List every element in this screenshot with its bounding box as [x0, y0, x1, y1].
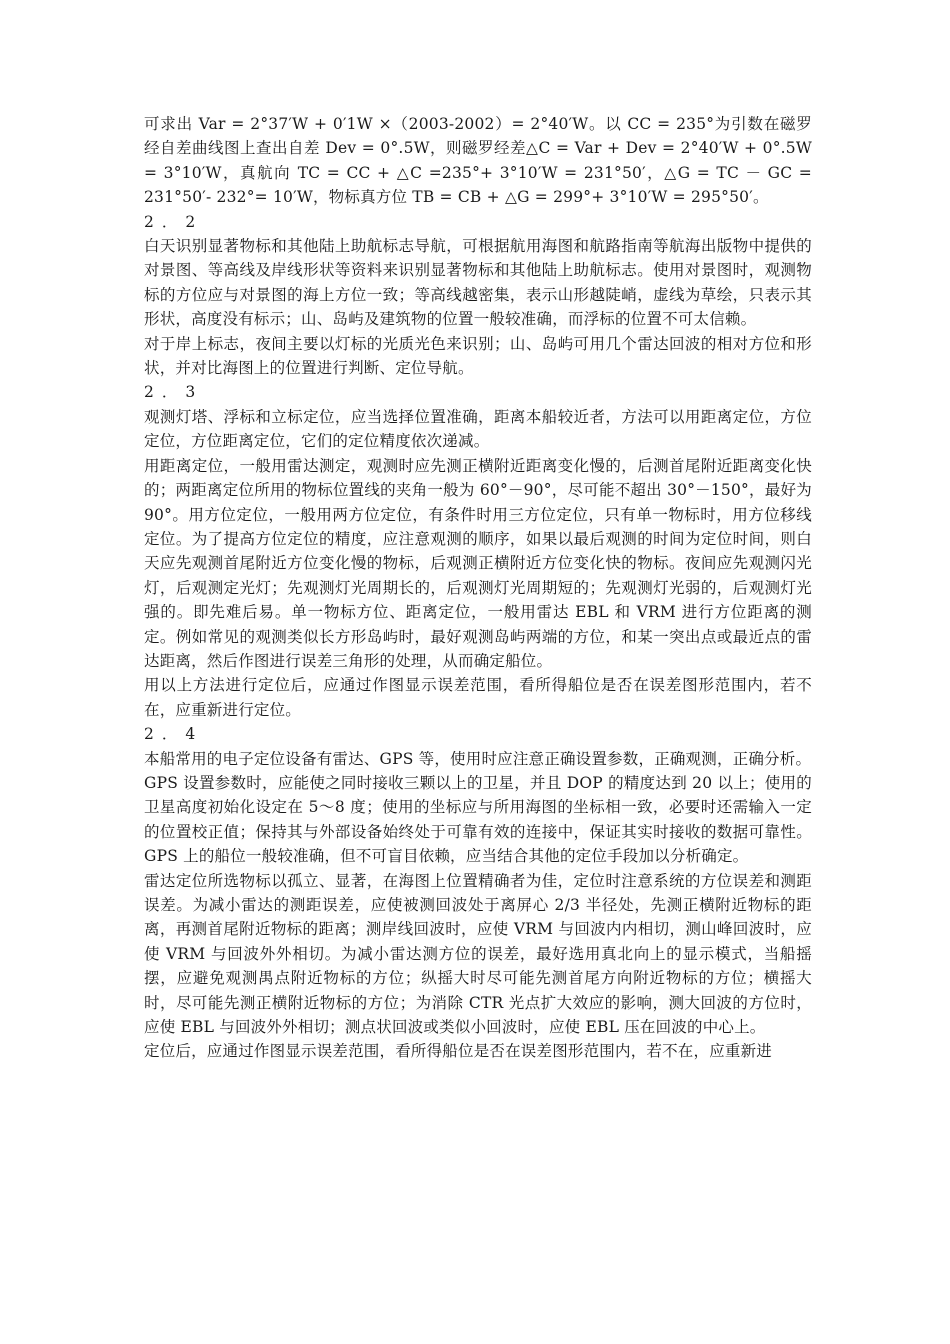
paragraph-electronic-equipment: 本船常用的电子定位设备有雷达、GPS 等，使用时应注意正确设置参数，正确观测，正确分析。: [144, 749, 812, 768]
paragraph-radar-fix: 雷达定位所选物标以孤立、显著，在海图上位置精确者为佳，定位时注意系统的方位误差和测距误差。为减小雷达的测距误差，应使被测回波处于离屏心 2/3 半径处，先测正横附近物标的距离，再测首尾附近物标的距离；测岸线回波时，应使 VRM 与回波内内相切，测山峰回波时，应使 VRM 与回波外外相切。为减小雷达测方位的误差，最好选用真北向上的显示模式，当船摇摆，应避免观测禺点附近物标的方位；纵摇大时尽可能先测首尾方向附近物标的方位；横摇大时，尽可能先测正横附近物标的方位；为消除 CTR 光点扩大效应的影响，测大回波的方位时，应使 EBL 与回波外外相切；测点状回波或类似小回波时，应使 EBL 压在回波的中心上。: [144, 871, 812, 1037]
paragraph-error-check: 用以上方法进行定位后，应通过作图显示误差范围，看所得船位是否在误差图形范围内，若不在，应重新进行定位。: [144, 676, 812, 719]
paragraph-final-check: 定位后，应通过作图显示误差范围，看所得船位是否在误差图形范围内，若不在，应重新进: [144, 1042, 773, 1061]
paragraph-fix-methods: 观测灯塔、浮标和立标定位，应当选择位置准确，距离本船较近者，方法可以用距离定位，方位定位，方位距离定位，它们的定位精度依次递减。: [144, 407, 812, 451]
document-body: [144, 112, 812, 1064]
paragraph-distance-bearing-fix: 用距离定位，一般用雷达测定，观测时应先测正横附近距离变化慢的，后测首尾附近距离变化快的；两距离定位所用的物标位置线的夹角一般为 60°－90°，尽可能不超出 30°－150°，最好为 90°。用方位定位，一般用两方位定位，有条件时用三方位定位，只有单一物标时，用方位移线定位。为了提高方位定位的精度，应注意观测的顺序，如果以最后观测的时间为定位时间，则白天应先观测首尾附近方位变化慢的物标，后观测正横附近方位变化快的物标。夜间应先观测闪光灯，后观测定光灯；先观测灯光周期长的，后观测灯光周期短的；先观测灯光弱的，后观测灯光强的。即先难后易。单一物标方位、距离定位，一般用雷达 EBL 和 VRM 进行方位距离的测定。例如常见的观测类似长方形岛屿时，最好观测岛屿两端的方位，和某一突出点或最近点的雷达距离，然后作图进行误差三角形的处理，从而确定船位。: [144, 456, 812, 670]
paragraph-variation-calculation: 可求出 Var = 2°37′W + 0′1W ×（2003-2002）= 2°40′W。以 CC = 235°为引数在磁罗经自差曲线图上查出自差 Dev = 0°.5W，则磁罗经差△C = Var + Dev = 2°40′W + 0°.5W = 3°10′W，真航向 TC = CC + △C =235°+ 3°10′W = 231°50′，△G = TC － GC = 231°50′- 232°= 10′W，物标真方位 TB = CB + △G = 299°+ 3°10′W = 295°50′。: [144, 115, 812, 207]
section-number-2-3: 2．3: [144, 383, 204, 402]
paragraph-night-identification: 对于岸上标志，夜间主要以灯标的光质光色来识别；山、岛屿可用几个雷达回波的相对方位和形状，并对比海图上的位置进行判断、定位导航。: [144, 334, 812, 378]
section-number-2-4: 2．4: [144, 725, 204, 744]
paragraph-daytime-identification: 白天识别显著物标和其他陆上助航标志导航，可根据航用海图和航路指南等航海出版物中提供的对景图、等高线及岸线形状等资料来识别显著物标和其他陆上助航标志。使用对景图时，观测物标的方位应与对景图的海上方位一致；等高线越密集，表示山形越陡峭，虚线为草绘，只表示其形状，高度没有标示；山、岛屿及建筑物的位置一般较准确，而浮标的位置不可太信赖。: [144, 237, 812, 329]
section-number-2-2: 2．2: [144, 212, 204, 231]
paragraph-gps-settings: GPS 设置参数时，应能使之同时接收三颗以上的卫星，并且 DOP 的精度达到 20 以上；使用的卫星高度初始化设定在 5～8 度；使用的坐标应与所用海图的坐标相一致，必要时还需输入一定的位置校正值；保持其与外部设备始终处于可靠有效的连接中，保证其实时接收的数据可靠性。GPS 上的船位一般较准确，但不可盲目依赖，应当结合其他的定位手段加以分析确定。: [144, 773, 812, 866]
